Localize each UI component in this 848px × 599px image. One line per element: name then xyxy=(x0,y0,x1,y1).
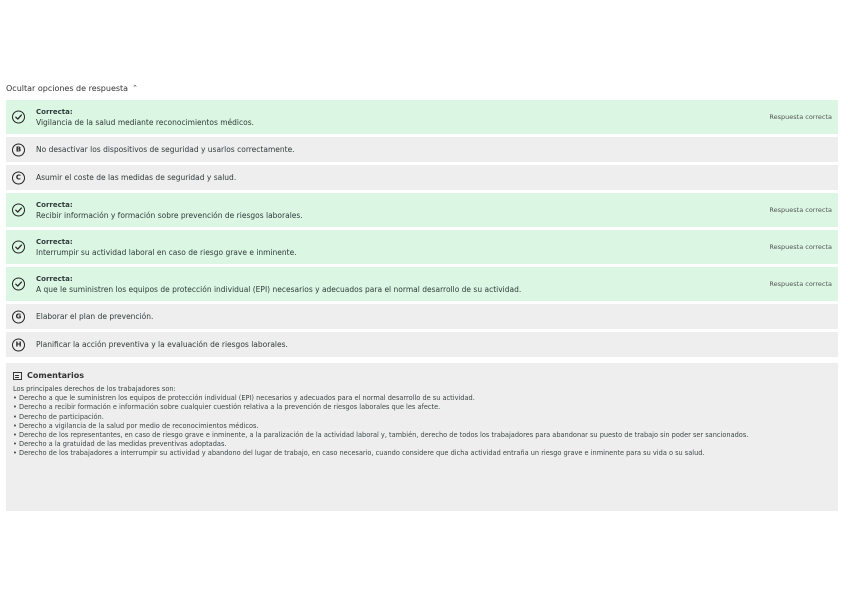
correct-answer-badge: Respuesta correcta xyxy=(769,243,832,251)
option-letter: B xyxy=(15,145,22,153)
correct-label: Correcta: xyxy=(36,107,73,116)
option-text-block xyxy=(36,312,832,321)
comment-line: • Derecho a que le suministren los equipos de protección individual (EPI) necesarios y adecuados para el normal desarrollo de su actividad. xyxy=(13,394,475,403)
answer-option xyxy=(6,165,838,190)
comments-header xyxy=(13,371,831,380)
option-text: Recibir información y formación sobre prevención de riesgos laborales. xyxy=(36,210,303,220)
option-text: Asumir el coste de las medidas de seguridad y salud. xyxy=(36,173,237,182)
hide-answer-options-toggle[interactable] xyxy=(6,84,138,93)
answer-option-correct xyxy=(6,193,838,227)
check-circle-icon xyxy=(12,241,25,254)
comments-list xyxy=(13,394,831,458)
option-letter: H xyxy=(15,340,22,348)
comments-panel xyxy=(6,363,838,511)
answer-option xyxy=(6,304,838,329)
option-letter-icon xyxy=(12,171,25,184)
comment-icon xyxy=(13,372,22,380)
chevron-up-icon: ⌃ xyxy=(132,84,138,92)
answer-option-correct xyxy=(6,100,838,134)
option-text: Vigilancia de la salud mediante reconocimientos médicos. xyxy=(36,117,255,127)
comment-line: • Derecho a recibir formación e información sobre cualquier cuestión relativa a la prevención de riesgos laborales que les afecte. xyxy=(13,403,441,412)
option-letter-icon xyxy=(12,310,25,323)
check-circle-icon xyxy=(12,204,25,217)
comments-intro: Los principales derechos de los trabajadores son: xyxy=(13,385,176,393)
option-text: Planificar la acción preventiva y la evaluación de riesgos laborales. xyxy=(36,340,288,349)
option-text-block xyxy=(36,173,832,182)
correct-label: Correcta: xyxy=(36,237,73,246)
option-text-block xyxy=(36,108,761,127)
comment-line: • Derecho de los trabajadores a interrumpir su actividad y abandono del lugar de trabajo, en caso necesario, cuando considere que dicha actividad entraña un riesgo grave e inminente para su vida o su salud. xyxy=(13,449,705,458)
comments-title: Comentarios xyxy=(27,371,84,380)
comment-line: • Derecho a la gratuidad de las medidas preventivas adoptadas. xyxy=(13,440,227,449)
option-text-block xyxy=(36,238,761,257)
option-text: A que le suministren los equipos de protección individual (EPI) necesarios y adecuados para el normal desarrollo de su actividad. xyxy=(36,284,522,294)
option-letter: G xyxy=(15,312,22,320)
option-text: Elaborar el plan de prevención. xyxy=(36,312,154,321)
answer-option-correct xyxy=(6,230,838,264)
option-text: Interrumpir su actividad laboral en caso de riesgo grave e inminente. xyxy=(36,247,297,257)
option-letter: C xyxy=(15,173,22,181)
answer-option xyxy=(6,137,838,162)
toggle-label: Ocultar opciones de respuesta xyxy=(6,84,129,93)
correct-label: Correcta: xyxy=(36,274,73,283)
option-text-block xyxy=(36,275,761,294)
check-circle-icon xyxy=(12,278,25,291)
comment-line: • Derecho de participación. xyxy=(13,412,104,421)
answer-options-list xyxy=(6,100,838,360)
option-text-block xyxy=(36,340,832,349)
option-letter-icon xyxy=(12,338,25,351)
correct-answer-badge: Respuesta correcta xyxy=(769,206,832,214)
answer-option-correct xyxy=(6,267,838,301)
correct-label: Correcta: xyxy=(36,200,73,209)
option-text: No desactivar los dispositivos de seguridad y usarlos correctamente. xyxy=(36,145,295,154)
option-text-block xyxy=(36,201,761,220)
comment-line: • Derecho a vigilancia de la salud por medio de reconocimientos médicos. xyxy=(13,421,259,430)
answer-option xyxy=(6,332,838,357)
correct-answer-badge: Respuesta correcta xyxy=(769,113,832,121)
option-letter-icon xyxy=(12,143,25,156)
comment-line: • Derecho de los representantes, en caso de riesgo grave e inminente, a la paralización de la actividad laboral y, también, derecho de todos los trabajadores para abandonar su puesto de trabajo sin poder ser sancionados. xyxy=(13,431,749,440)
option-text-block xyxy=(36,145,832,154)
check-circle-icon xyxy=(12,111,25,124)
correct-answer-badge: Respuesta correcta xyxy=(769,280,832,288)
